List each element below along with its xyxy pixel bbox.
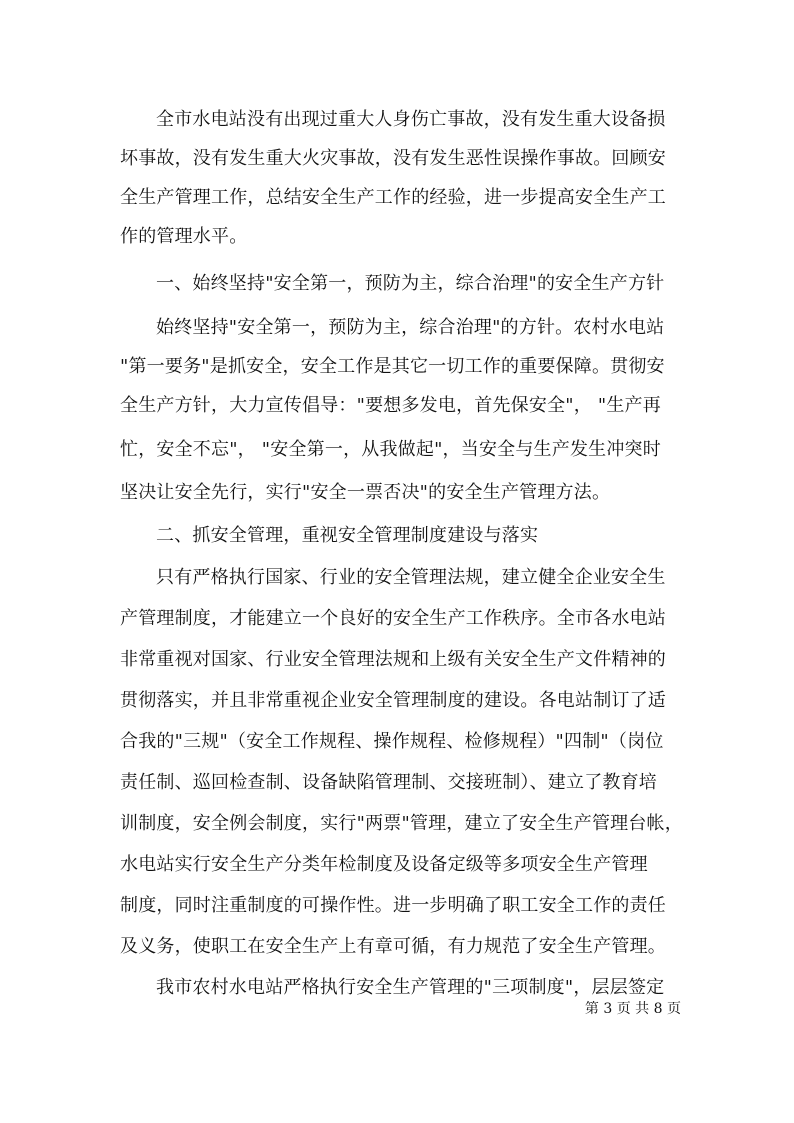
paragraph-line: 训制度，安全例会制度，实行"两票"管理，建立了安全生产管理台帐， — [120, 813, 683, 834]
paragraph-line: 水电站实行安全生产分类年检制度及设备定级等多项安全生产管理 — [120, 854, 648, 875]
paragraph-line: 制度，同时注重制度的可操作性。进一步明确了职工安全工作的责任 — [120, 895, 666, 916]
paragraph-line: 始终坚持"安全第一，预防为主，综合治理"的方针。农村水电站 — [156, 317, 665, 338]
paragraph-line: 坏事故，没有发生重大火灾事故，没有发生恶性误操作事故。回顾安 — [120, 148, 666, 169]
paragraph-line: 非常重视对国家、行业安全管理法规和上级有关安全生产文件精神的 — [120, 649, 666, 670]
paragraph-line: 全生产管理工作，总结安全生产工作的经验，进一步提高安全生产工 — [120, 187, 666, 208]
paragraph-line: 坚决让安全先行，实行"安全一票否决"的安全生产管理方法。 — [120, 482, 611, 503]
paragraph-line: 忙，安全不忘"， "安全第一，从我做起"，当安全与生产发生冲突时 — [120, 439, 661, 460]
paragraph-line: 我市农村水电站严格执行安全生产管理的"三项制度"，层层签定 — [156, 977, 665, 998]
section-heading: 一、始终坚持"安全第一，预防为主，综合治理"的安全生产方针 — [156, 273, 665, 294]
section-heading: 二、抓安全管理，重视安全管理制度建设与落实 — [156, 525, 539, 546]
paragraph-line: 作的管理水平。 — [120, 226, 248, 247]
paragraph-line: 贯彻落实，并且非常重视企业安全管理制度的建设。各电站制订了适 — [120, 690, 666, 711]
paragraph-line: "第一要务"是抓安全，安全工作是其它一切工作的重要保障。贯彻安 — [120, 356, 665, 377]
paragraph-line: 产管理制度，才能建立一个良好的安全生产工作秩序。全市各水电站 — [120, 608, 666, 629]
paragraph-line: 全生产方针，大力宣传倡导："要想多发电，首先保安全"， "生产再 — [120, 395, 661, 416]
paragraph-line: 责任制、巡回检查制、设备缺陷管理制、交接班制）、建立了教育培 — [120, 772, 657, 793]
paragraph-line: 只有严格执行国家、行业的安全管理法规，建立健全企业安全生 — [156, 567, 666, 588]
page-number: 第 3 页 共 8 页 — [584, 1001, 681, 1017]
paragraph-line: 全市水电站没有出现过重大人身伤亡事故，没有发生重大设备损 — [156, 109, 666, 130]
paragraph-line: 及义务，使职工在安全生产上有章可循，有力规范了安全生产管理。 — [120, 936, 666, 957]
paragraph-line: 合我的"三规"（安全工作规程、操作规程、检修规程）"四制"（岗位 — [120, 731, 664, 752]
